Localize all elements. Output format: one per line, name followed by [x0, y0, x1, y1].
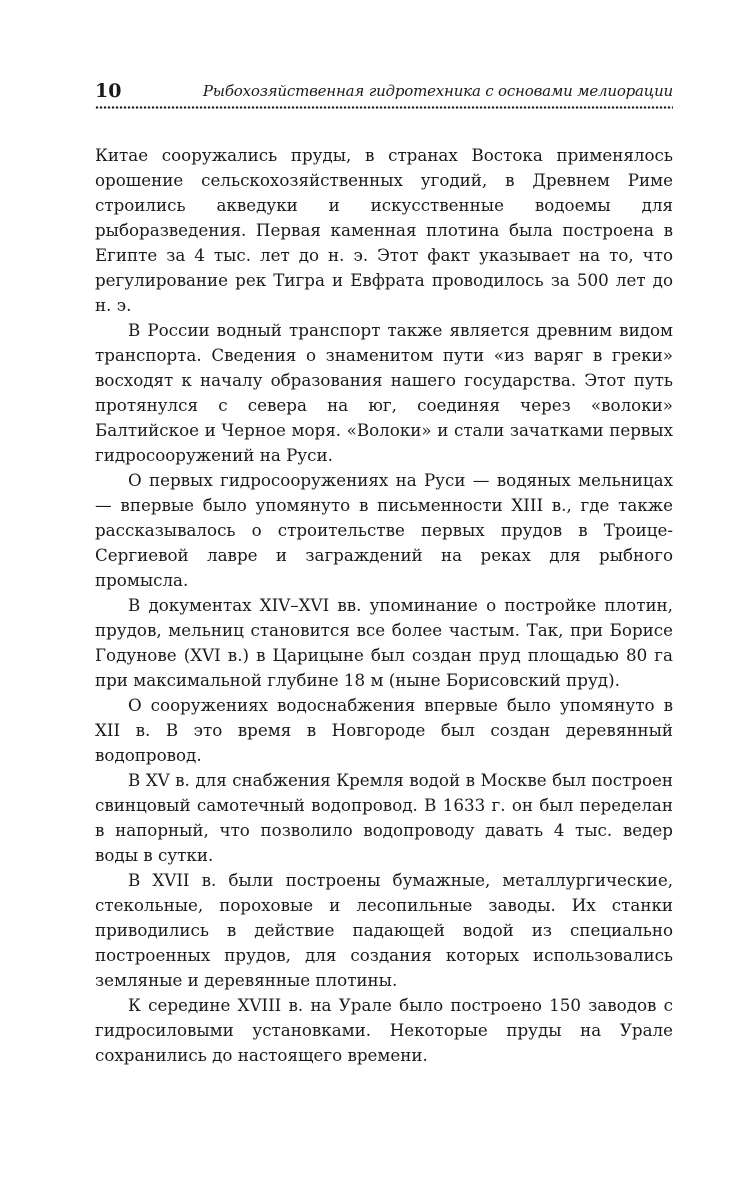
running-title: Рыбохозяйственная гидротехника с основами мелиорации: [202, 82, 673, 100]
page-header: [95, 79, 673, 105]
header-dotted-rule: [95, 105, 673, 110]
paragraph-4: В документах XIV–XVI вв. упоминание о постройке плотин, прудов, мельниц становится все более частым. Так, при Борисе Годунове (XVI в.) в Царицыне был создан пруд площадью 80 га при максимальной глубине 18 м (ныне Борисовский пруд).: [95, 595, 673, 690]
paragraph-2: В России водный транспорт также является древним видом транспорта. Сведения о знаменитом пути «из варяг в греки» восходят к началу образования нашего государства. Этот путь протянулся с севера на юг, соединяя через «волоки» Балтийское и Черное моря. «Волоки» и стали зачатками первых гидросооружений на Руси.: [95, 320, 673, 465]
paragraph-7: В XVII в. были построены бумажные, металлургические, стекольные, пороховые и лесопильные заводы. Их станки приводились в действие падающей водой из специально построенных прудов, для создания которых использовались земляные и деревянные плотины.: [95, 870, 673, 990]
page-number: 10: [95, 80, 122, 102]
paragraph-3: О первых гидросооружениях на Руси — водяных мельницах — впервые было упомянуто в письменности XIII в., где также рассказывалось о строительстве первых прудов в Троице-Сергиевой лавре и заграждений на реках для рыбного промысла.: [95, 470, 673, 590]
paragraph-1: Китае сооружались пруды, в странах Востока применялось орошение сельскохозяйственных угодий, в Древнем Риме строились акведуки и искусственные водоемы для рыборазведения. Первая каменная плотина была построена в Египте за 4 тыс. лет до н. э. Этот факт указывает на то, что регулирование рек Тигра и Евфрата проводилось за 500 лет до н. э.: [95, 145, 673, 315]
paragraph-6: В XV в. для снабжения Кремля водой в Москве был построен свинцовый самотечный водопровод. В 1633 г. он был переделан в напорный, что позволило водопроводу давать 4 тыс. ведер воды в сутки.: [95, 770, 673, 865]
paragraph-5: О сооружениях водоснабжения впервые было упомянуто в XII в. В это время в Новгороде был создан деревянный водопровод.: [95, 695, 673, 765]
paragraph-8: К середине XVIII в. на Урале было построено 150 заводов с гидросиловыми установками. Некоторые пруды на Урале сохранились до настоящего времени.: [95, 995, 673, 1065]
body-text: [95, 143, 673, 1068]
